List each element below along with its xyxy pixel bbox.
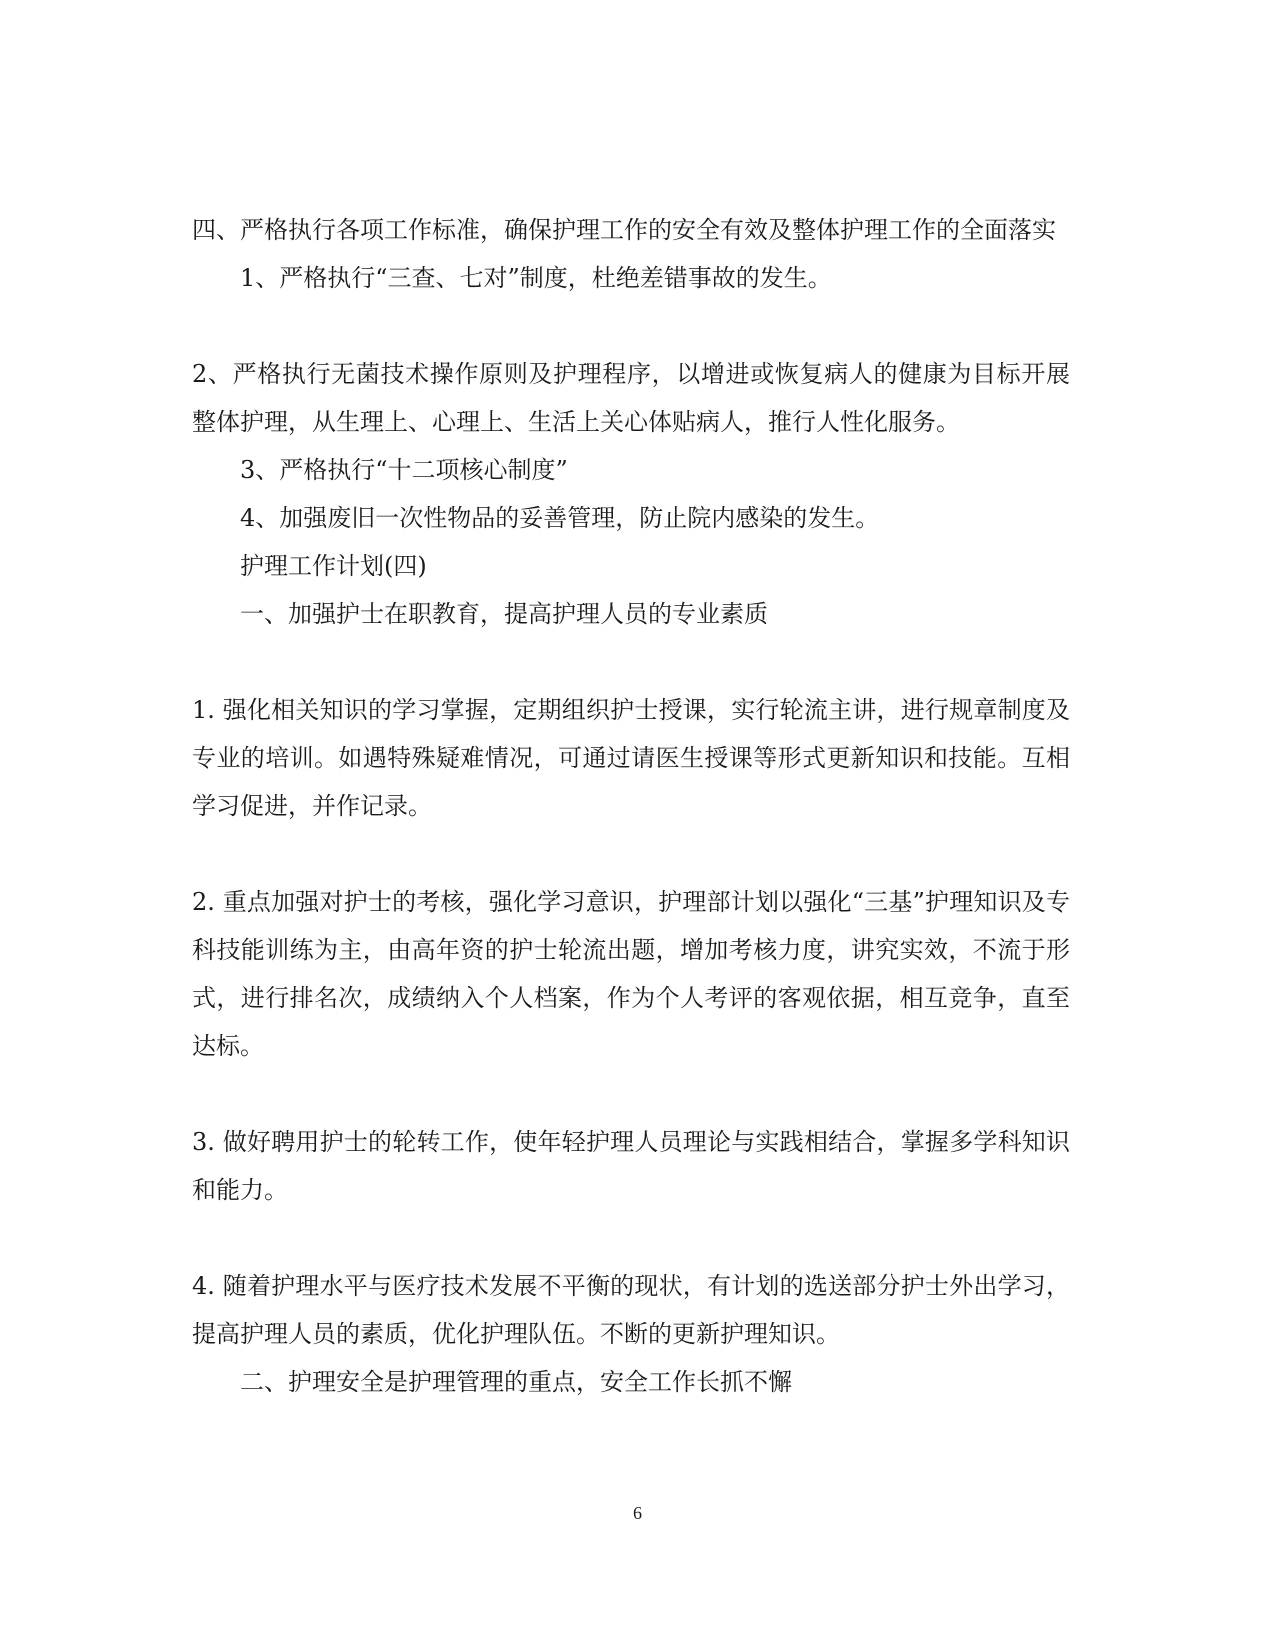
- plan-title: 护理工作计划(四): [240, 552, 427, 580]
- paragraph-item-3: 3、严格执行“十二项核心制度”: [240, 456, 568, 484]
- paragraph-item-2: 2、严格执行无菌技术操作原则及护理程序，以增进或恢复病人的健康为目标开展整体护理，从生理上、心理上、生活上关心体贴病人，推行人性化服务。: [192, 360, 1070, 436]
- document-body: [192, 206, 1070, 1406]
- paragraph-training-4: 4. 随着护理水平与医疗技术发展不平衡的现状，有计划的选送部分护士外出学习，提高护理人员的素质，优化护理队伍。不断的更新护理知识。: [192, 1272, 1070, 1348]
- section-heading-four: 四、严格执行各项工作标准，确保护理工作的安全有效及整体护理工作的全面落实: [192, 216, 1056, 244]
- page-number: 6: [633, 1503, 642, 1523]
- section-heading-two: 二、护理安全是护理管理的重点，安全工作长抓不懈: [240, 1368, 792, 1396]
- section-heading-one: 一、加强护士在职教育，提高护理人员的专业素质: [240, 600, 768, 628]
- paragraph-training-3: 3. 做好聘用护士的轮转工作，使年轻护理人员理论与实践相结合，掌握多学科知识和能力。: [192, 1128, 1070, 1204]
- paragraph-item-1: 1、严格执行“三查、七对”制度，杜绝差错事故的发生。: [240, 264, 832, 292]
- paragraph-item-4: 4、加强废旧一次性物品的妥善管理，防止院内感染的发生。: [240, 504, 880, 532]
- paragraph-training-1: 1. 强化相关知识的学习掌握，定期组织护士授课，实行轮流主讲，进行规章制度及专业的培训。如遇特殊疑难情况，可通过请医生授课等形式更新知识和技能。互相学习促进，并作记录。: [192, 696, 1070, 820]
- paragraph-training-2: 2. 重点加强对护士的考核，强化学习意识，护理部计划以强化“三基”护理知识及专科技能训练为主，由高年资的护士轮流出题，增加考核力度，讲究实效，不流于形式，进行排名次，成绩纳入个人档案，作为个人考评的客观依据，相互竞争，直至达标。: [192, 888, 1070, 1060]
